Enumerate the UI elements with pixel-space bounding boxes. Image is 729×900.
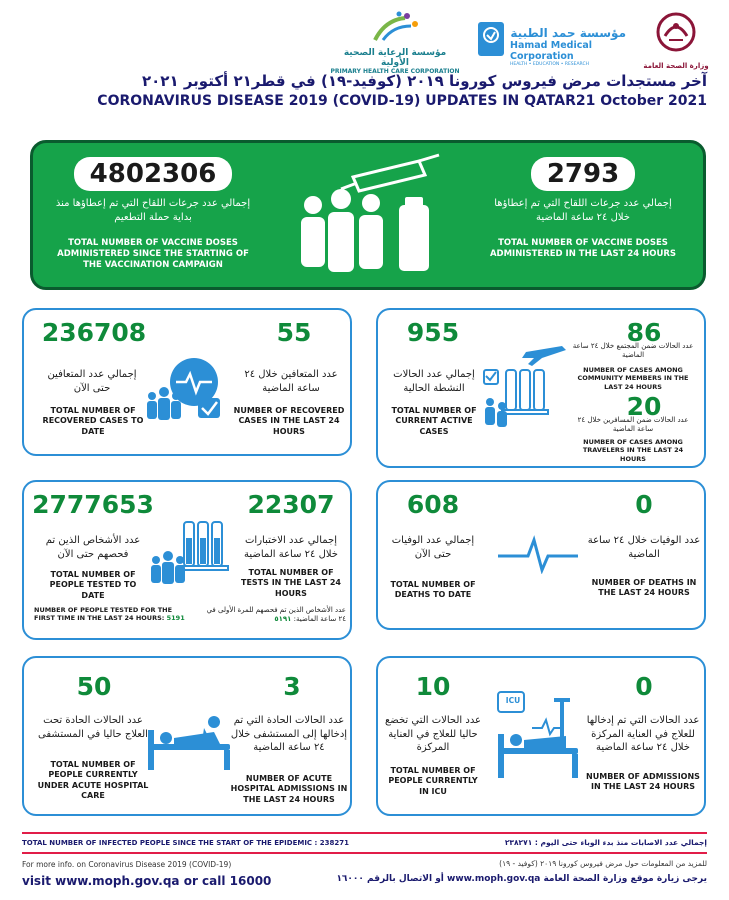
icu-current-label-ar: عدد الحالات التي تخضع حاليا للعلاج في العناية المركزة [384,715,482,753]
vaccine-total-label-en: TOTAL NUMBER OF VACCINE DOSES ADMINISTERED SINCE THE STARTING OF THE VACCINATION CAMPAIGN [57,238,249,271]
vaccine-last24-label-ar: إجمالي عدد جرعات اللقاح التي تم إعطاؤها خلال ٢٤ ساعة الماضية [494,198,672,223]
active-current-label-en: TOTAL NUMBER OF CURRENT ACTIVE CASES [391,406,477,436]
footer-info-ar: للمزيد من المعلومات حول مرض فيروس كورونا ٢٠١٩ (كوفيد - ١٩) [499,859,707,868]
icu-card [376,656,706,816]
footer-visit-link-en[interactable]: visit www.moph.gov.qa or call 16000 [22,874,272,888]
footer-info-en: For more info. on Coronavirus Disease 2019 (COVID-19) [22,860,232,869]
acute-admissions-label-ar: عدد الحالات الحادة التي تم إدخالها إلى المستشفى خلال ٢٤ ساعة الماضية [230,715,348,753]
deaths-card [376,480,706,630]
moph-emblem-icon [651,10,701,58]
acute-care-card [22,656,352,816]
active-current-value: 955 [406,318,460,347]
tests-first-time-label-ar: عدد الأشخاص الذين تم فحصهم للمرة الأولى في ٢٤ ساعة الماضية: ٥١٩١ [206,606,346,624]
deaths-total-value: 608 [406,490,460,519]
recovered-card [22,308,352,456]
tests-first-time-value-ar: ٥١٩١ [274,615,292,624]
recovered-icon [142,352,232,422]
active-cases-card [376,308,706,468]
recovered-last24-label-ar: عدد المتعافين خلال ٢٤ ساعة الماضية [244,369,338,394]
tests-card [22,480,352,640]
tests-icon [148,518,234,588]
tests-total-label-ar: عدد الأشخاص الذين تم فحصهم حتى الآن [45,535,141,560]
footer-divider-bottom [22,852,707,854]
vaccine-last24-block [483,157,683,260]
acute-admissions-label-en: NUMBER OF ACUTE HOSPITAL ADMISSIONS IN THE LAST 24 HOURS [230,774,348,804]
deaths-last24-value: 0 [635,490,653,519]
phcc-name-en: PRIMARY HEALTH CARE CORPORATION [330,68,460,75]
tests-total-label-en: TOTAL NUMBER OF PEOPLE TESTED TO DATE [49,570,137,600]
recovered-last24-value: 55 [276,318,312,347]
footer-total-infected-en: TOTAL NUMBER OF INFECTED PEOPLE SINCE THE START OF THE EPIDEMIC : 238271 [22,839,349,847]
active-travelers-label-ar: عدد الحالات ضمن المسافرين خلال ٢٤ ساعة الماضية [577,416,689,434]
active-current-label-ar: إجمالي عدد الحالات النشطة الحالية [393,369,475,394]
acute-current-value: 50 [76,672,112,701]
hmc-name-en: Hamad Medical Corporation [510,40,593,62]
moph-logo [640,10,712,72]
active-community-label-en: NUMBER OF CASES AMONG COMMUNITY MEMBERS IN THE LAST 24 HOURS [577,366,689,391]
vaccine-last24-label-en: TOTAL NUMBER OF VACCINE DOSES ADMINISTERED IN THE LAST 24 HOURS [489,238,677,260]
tests-first-time-label-en: NUMBER OF PEOPLE TESTED FOR THE FIRST TIME IN THE LAST 24 HOURS: 5191 [34,606,185,623]
vaccine-last24-value: 2793 [531,157,635,191]
heartbeat-line-icon [496,534,580,574]
phcc-name-ar: مؤسسة الرعاية الصحية الأولية [343,48,447,68]
icu-admissions-label-en: NUMBER OF ADMISSIONS IN THE LAST 24 HOURS [586,772,700,792]
tests-total-value: 2777653 [32,490,154,519]
icu-sign-label: ICU [505,696,521,705]
hospital-bed-icon [144,714,234,774]
recovered-total-label-en: TOTAL NUMBER OF RECOVERED CASES TO DATE [42,406,144,436]
hmc-logo [478,10,626,66]
tests-last24-value: 22307 [247,490,335,519]
active-community-label-ar: عدد الحالات ضمن المجتمع خلال ٢٤ ساعة الماضية [572,342,694,360]
active-travelers-value: 20 [626,392,662,421]
vaccine-total-block [53,157,253,271]
page-title-ar: آخر مستجدات مرض فيروس كورونا ٢٠١٩ (كوفيد-١٩) في قطر٢١ أكتوبر ٢٠٢١ [142,72,707,90]
acute-admissions-value: 3 [283,672,301,701]
vaccine-panel [30,140,706,290]
moph-name-ar: وزارة الصحة العامة [643,62,709,70]
active-cases-icon [482,340,570,430]
deaths-total-label-ar: إجمالي عدد الوفيات حتى الآن [391,535,475,560]
recovered-last24-label-en: NUMBER OF RECOVERED CASES IN THE LAST 24 HOURS [233,406,345,436]
icu-current-value: 10 [415,672,451,701]
footer-divider-top [22,832,707,834]
hmc-emblem-icon [478,22,504,56]
vaccination-people-icon [291,153,451,281]
active-community-value: 86 [626,318,662,347]
icu-admissions-label-ar: عدد الحالات التي تم إدخالها للعلاج في العناية المركزة خلال ٢٤ ساعة الماضية [586,715,700,753]
hmc-tagline: HEALTH • EDUCATION • RESEARCH [510,62,589,67]
vaccine-total-value: 4802306 [74,157,233,191]
tests-last24-label-ar: إجمالي عدد الاختبارات خلال ٢٤ ساعة الماضية [244,535,338,560]
tests-last24-label-en: TOTAL NUMBER OF TESTS IN THE LAST 24 HOURS [241,568,341,598]
hmc-name-ar: مؤسسة حمد الطبية [510,26,626,40]
acute-current-label-en: TOTAL NUMBER OF PEOPLE CURRENTLY UNDER ACUTE HOSPITAL CARE [37,760,149,801]
page-title-en: CORONAVIRUS DISEASE 2019 (COVID-19) UPDATES IN QATAR21 October 2021 [97,93,707,109]
footer-total-infected-ar: إجمالي عدد الاصابات منذ بدء الوباء حتى اليوم : ٢٣٨٢٧١ [504,838,707,847]
recovered-total-label-ar: إجمالي عدد المتعافين حتى الآن [47,369,137,394]
deaths-last24-label-ar: عدد الوفيات خلال ٢٤ ساعة الماضية [587,535,701,560]
footer-visit-link-ar[interactable]: يرجى زيارة موقع وزارة الصحة العامة www.moph.gov.qa أو الاتصال بالرقم ١٦٠٠٠ [336,874,707,884]
icu-current-label-en: TOTAL NUMBER OF PEOPLE CURRENTLY IN ICU [388,766,478,796]
active-travelers-label-en: NUMBER OF CASES AMONG TRAVELERS IN THE LAST 24 HOURS [582,438,684,463]
tests-first-time-value: 5191 [166,614,185,623]
recovered-total-value: 236708 [41,318,147,347]
acute-current-label-ar: عدد الحالات الحادة تحت العلاج حاليا في المستشفى [38,715,148,740]
vaccine-total-label-ar: إجمالي عدد جرعات اللقاح التي تم إعطاؤها منذ بداية حملة التطعيم [55,198,251,223]
deaths-last24-label-en: NUMBER OF DEATHS IN THE LAST 24 HOURS [591,578,697,598]
phcc-emblem-icon [365,10,425,44]
deaths-total-label-en: TOTAL NUMBER OF DEATHS TO DATE [390,580,476,600]
icu-admissions-value: 0 [635,672,653,701]
phcc-logo [330,10,460,75]
